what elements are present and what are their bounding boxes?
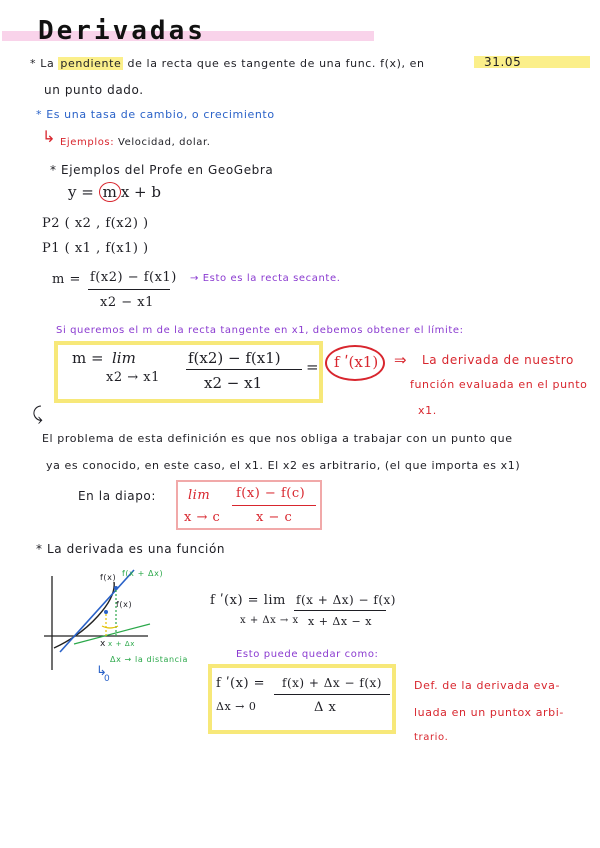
examples-label: Ejemplos:	[60, 137, 115, 148]
tangent-note-3: x1.	[418, 404, 437, 417]
def1-lhs: f ʹ(x) = lim	[210, 593, 286, 608]
intro-prefix: La	[40, 57, 55, 70]
line-eq-y: y =	[68, 183, 94, 201]
intro-rest: de la recta que es tangente de una func. f(x), en	[127, 57, 425, 70]
examples-value: Velocidad, dolar.	[118, 137, 211, 148]
diapo-numerator: f(x) − f(c)	[236, 486, 306, 501]
intro-star: *	[30, 57, 37, 70]
graph-label-zero: 0	[104, 674, 111, 684]
implies-icon: ⇒	[394, 351, 407, 369]
graph-label-fxdx: f(x + Δx)	[122, 569, 164, 578]
diapo-fraction-line	[232, 505, 316, 506]
line-eq-m: m	[99, 182, 121, 202]
geogebra-heading: * Ejemplos del Profe en GeoGebra	[50, 163, 274, 177]
graph-point-1	[104, 610, 108, 614]
secant-note: → Esto es la recta secante.	[190, 273, 341, 284]
line-equation	[68, 182, 161, 202]
def2-numerator: f(x) + Δx − f(x)	[282, 676, 382, 690]
tangent-m-label: m =	[72, 349, 104, 367]
function-heading: * La derivada es una función	[36, 542, 226, 556]
rate-text: * Es una tasa de cambio, o crecimiento	[36, 108, 275, 121]
def-note-1: Def. de la derivada eva-	[414, 679, 561, 692]
graph-label-xdx: x + Δx	[108, 640, 135, 648]
graph-point-2	[114, 586, 118, 590]
problem-line-2: ya es conocido, en este caso, el x1. El x2 es arbitrario, (el que importa es x1)	[46, 459, 521, 472]
def-note-2: luada en un puntox arbi-	[414, 706, 564, 719]
def2-sub: Δx → 0	[216, 700, 257, 713]
def2-lhs: f ʹ(x) =	[216, 676, 266, 691]
point-p2: P2 ( x2 , f(x2) )	[42, 216, 149, 231]
curved-arrow-icon: ↳	[42, 127, 56, 146]
tangent-note-1: La derivada de nuestro	[422, 353, 574, 367]
graph-label-fx2: f(x)	[116, 600, 133, 609]
tangent-numerator: f(x2) − f(x1)	[188, 349, 281, 367]
tangent-intro: Si queremos el m de la recta tangente en x1, debemos obtener el límite:	[56, 325, 464, 336]
intro-highlight: pendiente	[60, 57, 122, 70]
graph-dx-note: Δx → la distancia	[110, 655, 188, 664]
diapo-label: En la diapo:	[78, 489, 157, 503]
tangent-denominator: x2 − x1	[204, 374, 263, 392]
slope-numerator: f(x2) − f(x1)	[90, 270, 177, 285]
date: 31.05	[484, 55, 522, 69]
def1-sub: x + Δx → x	[240, 615, 299, 626]
def1-numerator: f(x + Δx) − f(x)	[296, 593, 396, 607]
page-title: Derivadas	[38, 16, 206, 46]
derivative-graph	[40, 566, 210, 686]
graph-label-fx: f(x)	[100, 573, 117, 582]
def1-fraction-line	[294, 610, 386, 611]
intro-line-1	[30, 57, 425, 70]
rate-examples	[60, 137, 211, 148]
def1-denominator: x + Δx − x	[308, 615, 372, 628]
point-p1: P1 ( x1 , f(x1) )	[42, 241, 149, 256]
curved-arrow-icon-2: ⤹	[32, 404, 43, 425]
def-note-3: trario.	[414, 732, 449, 743]
tangent-lim-sub: x2 → x1	[106, 370, 160, 385]
graph-arrow-icon: ↳	[96, 664, 107, 679]
def2-formula-box	[208, 664, 396, 734]
diapo-lim: lim	[188, 488, 211, 503]
tangent-note-2: función evaluada en el punto	[410, 378, 588, 391]
tangent-result: f ʹ(x1)	[334, 353, 379, 371]
line-eq-rest: x + b	[120, 183, 161, 201]
tangent-lim: lim	[112, 349, 136, 367]
slope-denominator: x2 − x1	[100, 295, 154, 310]
intro-line-2: un punto dado.	[44, 83, 144, 97]
def2-denominator: Δ x	[314, 700, 337, 715]
tangent-fraction-line	[186, 369, 302, 370]
tangent-equals: =	[306, 358, 319, 376]
slope-label: m =	[52, 272, 81, 287]
def2-fraction-line	[274, 694, 390, 695]
diapo-lim-sub: x → c	[184, 510, 221, 525]
graph-label-x: x	[100, 639, 106, 649]
could-be-label: Esto puede quedar como:	[236, 649, 379, 660]
problem-line-1: El problema de esta definición es que nos obliga a trabajar con un punto que	[42, 432, 513, 445]
diapo-denominator: x − c	[256, 510, 293, 525]
slope-fraction-line	[88, 289, 170, 290]
